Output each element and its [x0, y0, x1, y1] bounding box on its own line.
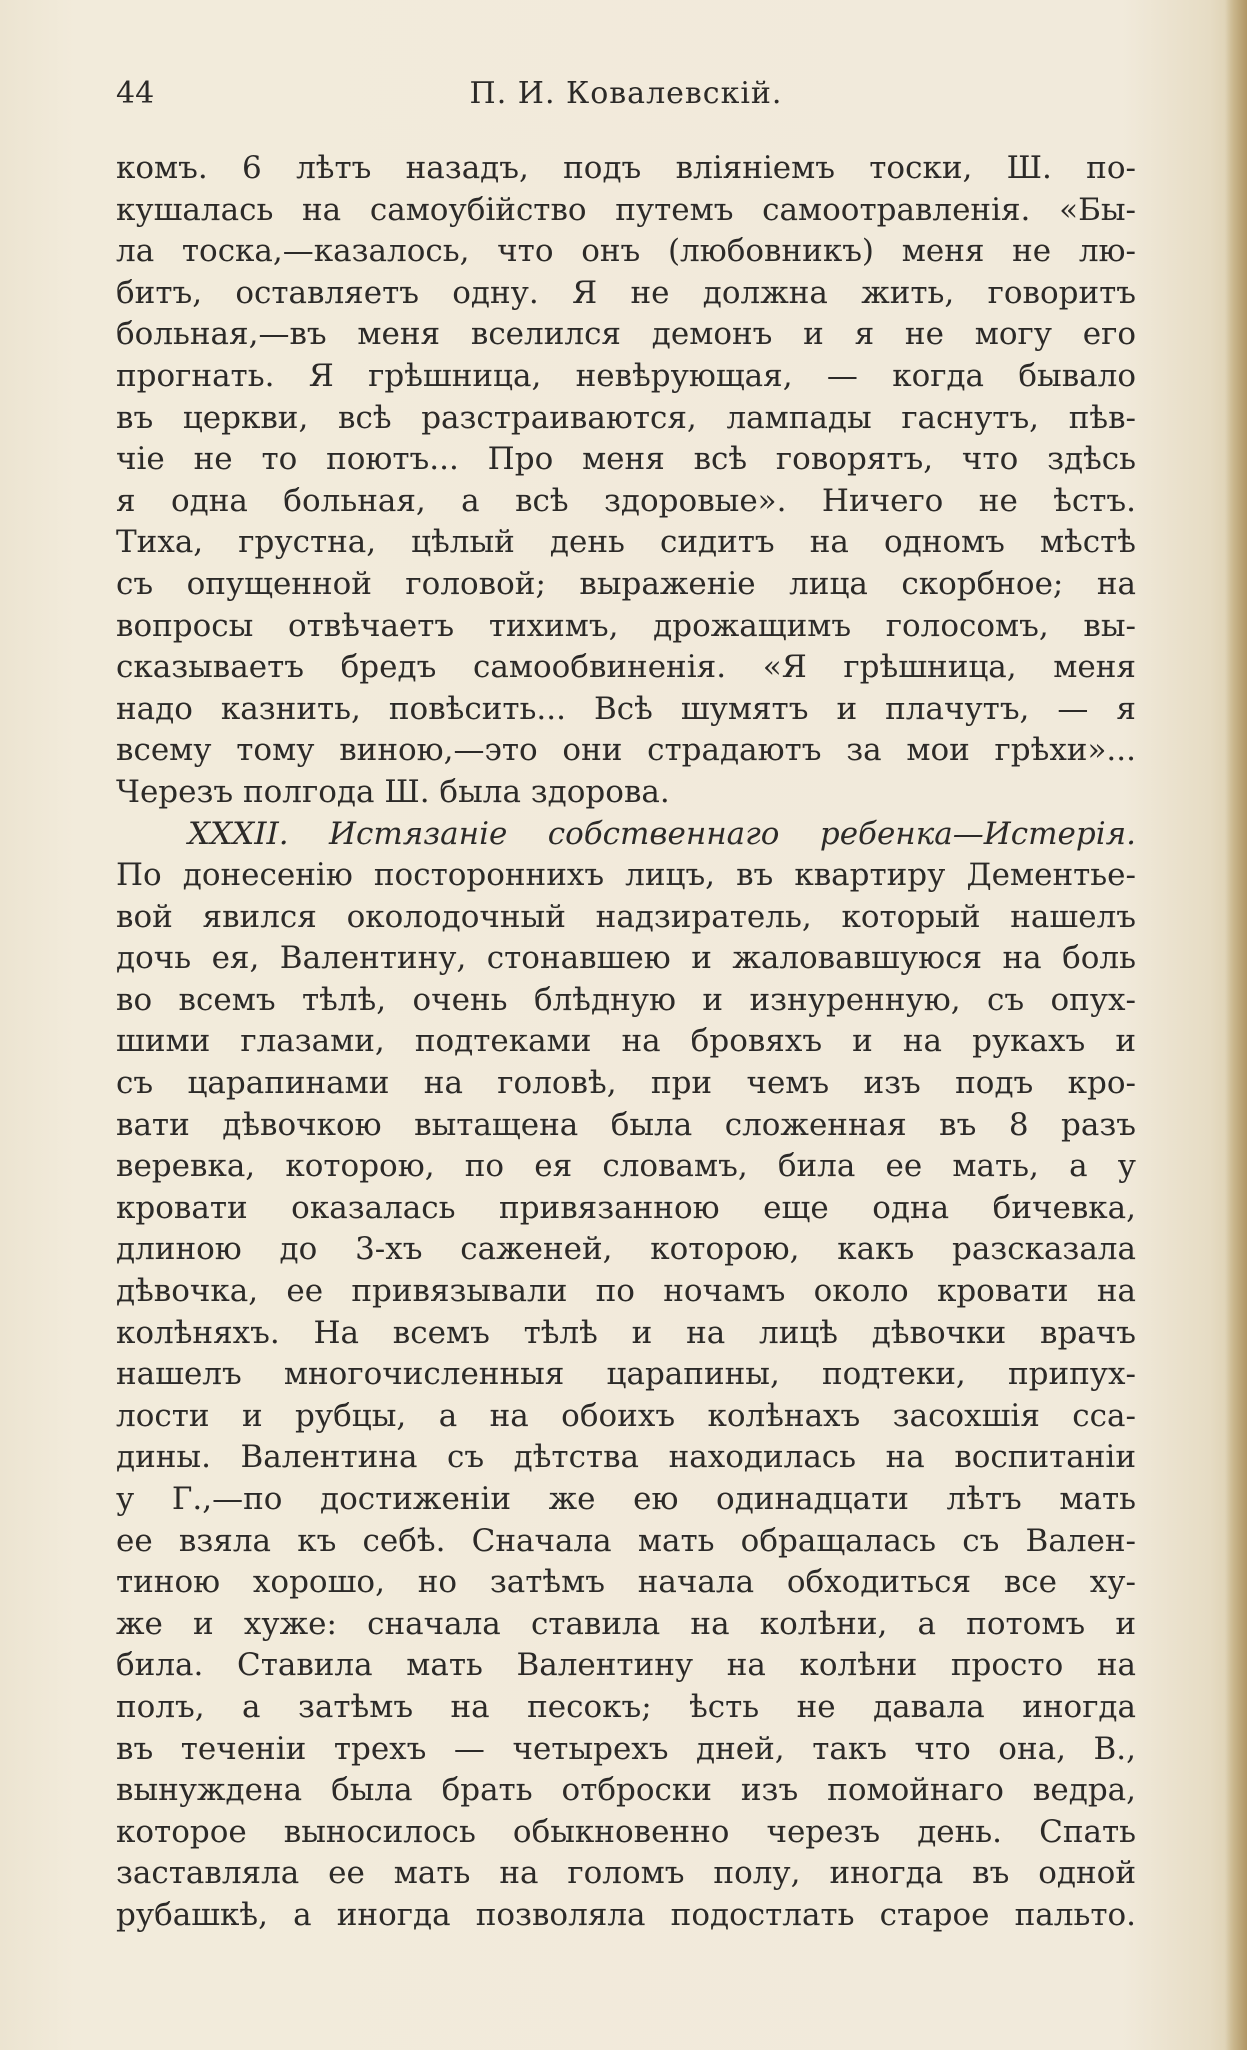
text-line: чіе не то поютъ... Про меня всѣ говорятъ, что здѣсь: [116, 441, 1136, 478]
text-line: вой явился околодочный надзиратель, который нашелъ: [116, 898, 1136, 935]
text-line: колѣняхъ. На всемъ тѣлѣ и на лицѣ дѣвочки врачъ: [116, 1314, 1136, 1351]
text-line: лости и рубцы, а на обоихъ колѣнахъ засохшія сса-: [116, 1397, 1136, 1434]
text-line: шими глазами, подтеками на бровяхъ и на рукахъ и: [116, 1023, 1136, 1060]
text-line: у Г.,—по достиженіи же ею одинадцати лѣтъ мать: [116, 1481, 1136, 1517]
text-line: вынуждена была брать отброски изъ помойнаго ведра,: [116, 1772, 1136, 1809]
text-line: заставляла ее мать на голомъ полу, иногда въ одной: [116, 1855, 1136, 1892]
text-line: кровати оказалась привязанною еще одна бичевка,: [116, 1189, 1136, 1226]
text-line: Черезъ полгода Ш. была здорова.: [116, 773, 670, 810]
text-line: дочь ея, Валентину, стонавшею и жаловавшуюся на боль: [116, 940, 1136, 977]
page-number: 44: [116, 76, 155, 111]
text-line: въ церкви, всѣ разстраиваются, лампады гаснутъ, пѣв-: [116, 399, 1136, 436]
text-line: во всемъ тѣлѣ, очень блѣдную и изнуренную, съ опух-: [116, 981, 1136, 1018]
text-line: веревка, которою, по ея словамъ, била ее мать, а у: [116, 1148, 1136, 1185]
text-line: била. Ставила мать Валентину на колѣни просто на: [116, 1647, 1136, 1684]
page-header: [116, 72, 1136, 116]
text-line: комъ. 6 лѣтъ назадъ, подъ вліяніемъ тоски, Ш. по-: [116, 150, 1136, 186]
text-line: тиною хорошо, но затѣмъ начала обходиться все ху-: [116, 1564, 1136, 1601]
text-line: длиною до 3-хъ саженей, которою, какъ разсказала: [116, 1231, 1136, 1268]
text-line: больная,—въ меня вселился демонъ и я не могу его: [116, 316, 1136, 353]
text-line: ла тоска,—казалось, что онъ (любовникъ) меня не лю-: [116, 233, 1136, 270]
text-line: съ царапинами на головѣ, при чемъ изъ подъ кро-: [116, 1065, 1136, 1102]
running-head: П. И. Ковалевскій.: [469, 76, 783, 111]
text-line: съ опущенной головой; выраженіе лица скорбное; на: [116, 565, 1136, 602]
text-line: надо казнить, повѣсить... Всѣ шумятъ и плачутъ, — я: [116, 690, 1136, 727]
text-line: всему тому виною,—это они страдаютъ за мои грѣхи»...: [116, 732, 1136, 769]
text-line: По донесенію постороннихъ лицъ, въ квартиру Дементье-: [116, 857, 1136, 894]
text-line: нашелъ многочисленныя царапины, подтеки, припух-: [116, 1356, 1136, 1393]
text-line: я одна больная, а всѣ здоровые». Ничего не ѣстъ.: [116, 482, 1136, 519]
text-line: же и хуже: сначала ставила на колѣни, а потомъ и: [116, 1605, 1136, 1642]
body-text: [116, 148, 1136, 1937]
text-line: рубашкѣ, а иногда позволяла подостлать старое пальто.: [116, 1896, 1136, 1933]
text-line: дѣвочка, ее привязывали по ночамъ около кровати на: [116, 1273, 1136, 1310]
text-line: кушалась на самоубійство путемъ самоотравленія. «Бы-: [116, 191, 1136, 228]
page-edge: [1225, 0, 1247, 2050]
text-line: вати дѣвочкою вытащена была сложенная въ 8 разъ: [116, 1106, 1136, 1143]
text-line: полъ, а затѣмъ на песокъ; ѣсть не давала иногда: [116, 1688, 1136, 1725]
text-line: прогнать. Я грѣшница, невѣрующая, — когда бывало: [116, 357, 1136, 394]
text-line: въ теченіи трехъ — четырехъ дней, такъ что она, В.,: [116, 1730, 1136, 1767]
section-heading: XXXII. Истязаніе собственнаго ребенка—Истерія.: [188, 815, 1136, 852]
text-line: вопросы отвѣчаетъ тихимъ, дрожащимъ голосомъ, вы-: [116, 607, 1136, 644]
text-line: которое выносилось обыкновенно черезъ день. Спать: [116, 1813, 1136, 1850]
text-line: сказываетъ бредъ самообвиненія. «Я грѣшница, меня: [116, 649, 1136, 686]
text-line: Тиха, грустна, цѣлый день сидитъ на одномъ мѣстѣ: [116, 524, 1136, 561]
text-line: битъ, оставляетъ одну. Я не должна жить, говоритъ: [116, 274, 1136, 311]
text-line: дины. Валентина съ дѣтства находилась на воспитаніи: [116, 1439, 1136, 1476]
text-line: ее взяла къ себѣ. Сначала мать обращалась съ Вален-: [116, 1522, 1136, 1559]
